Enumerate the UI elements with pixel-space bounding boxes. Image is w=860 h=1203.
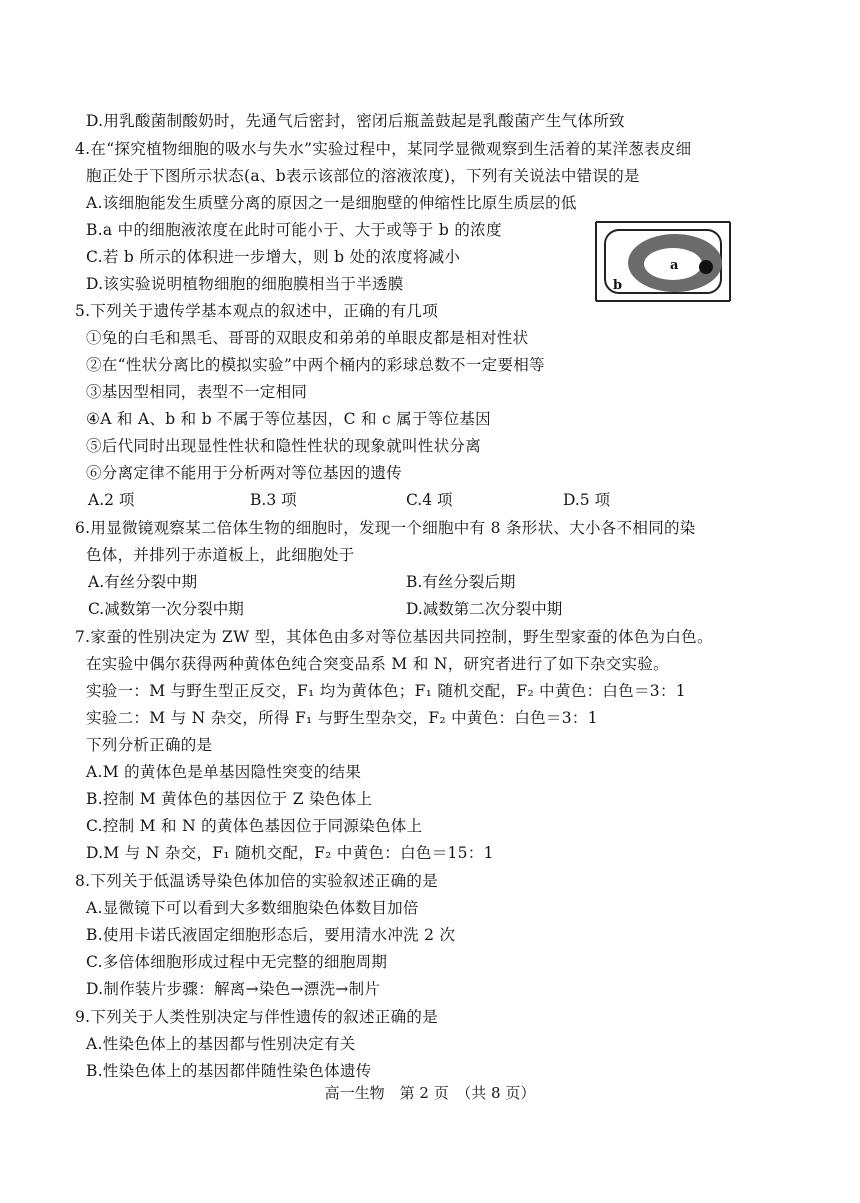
q5-option-a: A.2 项 bbox=[88, 491, 135, 509]
q5-option-b: B.3 项 bbox=[250, 491, 297, 509]
q3-option-d: D.用乳酸菌制酸奶时，先通气后密封，密闭后瓶盖鼓起是乳酸菌产生气体所致 bbox=[86, 112, 625, 130]
nucleus bbox=[699, 260, 713, 274]
q5-statement-4: ④A 和 A、b 和 b 不属于等位基因，C 和 c 属于等位基因 bbox=[86, 410, 491, 428]
q6-option-d: D.减数第二次分裂中期 bbox=[406, 600, 563, 618]
q6-stem-line1: 6.用显微镜观察某二倍体生物的细胞时，发现一个细胞中有 8 条形状、大小各不相同的染 bbox=[75, 519, 696, 537]
q5-option-d: D.5 项 bbox=[563, 491, 611, 509]
page-footer: 高一生物 第 2 页 （共 8 页） bbox=[324, 1084, 536, 1102]
q7-experiment-2: 实验二：M 与 N 杂交，所得 F₁ 与野生型杂交，F₂ 中黄色：白色＝3：1 bbox=[86, 709, 598, 727]
q8-stem: 8.下列关于低温诱导染色体加倍的实验叙述正确的是 bbox=[75, 872, 438, 890]
q9-option-a: A.性染色体上的基因都与性别决定有关 bbox=[86, 1035, 356, 1053]
q5-statement-2: ②在“性状分离比的模拟实验”中两个桶内的彩球总数不一定要相等 bbox=[86, 356, 545, 374]
q8-option-d: D.制作装片步骤：解离→染色→漂洗→制片 bbox=[86, 980, 381, 998]
q9-option-b: B.性染色体上的基因都伴随性染色体遗传 bbox=[86, 1062, 372, 1080]
q6-option-a: A.有丝分裂中期 bbox=[88, 573, 198, 591]
label-a: a bbox=[670, 258, 679, 273]
q6-stem-line2: 色体，并排列于赤道板上，此细胞处于 bbox=[86, 546, 355, 564]
q4-option-b: B.a 中的细胞液浓度在此时可能小于、大于或等于 b 的浓度 bbox=[86, 221, 502, 239]
q7-option-b: B.控制 M 黄体色的基因位于 Z 染色体上 bbox=[86, 790, 373, 808]
q7-option-c: C.控制 M 和 N 的黄体色基因位于同源染色体上 bbox=[86, 817, 423, 835]
q6-option-c: C.减数第一次分裂中期 bbox=[88, 600, 244, 618]
q7-experiment-1: 实验一：M 与野生型正反交，F₁ 均为黄体色；F₁ 随机交配，F₂ 中黄色：白色＝3：1 bbox=[86, 682, 686, 700]
q5-statement-1: ①兔的白毛和黑毛、哥哥的双眼皮和弟弟的单眼皮都是相对性状 bbox=[86, 329, 529, 347]
label-b: b bbox=[613, 278, 623, 293]
q7-question: 下列分析正确的是 bbox=[86, 736, 213, 754]
q8-option-b: B.使用卡诺氏液固定细胞形态后，要用清水冲洗 2 次 bbox=[86, 926, 456, 944]
q7-stem-line2: 在实验中偶尔获得两种黄体色纯合突变品系 M 和 N，研究者进行了如下杂交实验。 bbox=[86, 655, 669, 673]
q7-option-a: A.M 的黄体色是单基因隐性突变的结果 bbox=[86, 763, 362, 781]
q4-option-a: A.该细胞能发生质壁分离的原因之一是细胞壁的伸缩性比原生质层的低 bbox=[86, 194, 577, 212]
q7-stem-line1: 7.家蚕的性别决定为 ZW 型，其体色由多对等位基因共同控制，野生型家蚕的体色为白色。 bbox=[75, 628, 713, 646]
q4-stem-line2: 胞正处于下图所示状态(a、b表示该部位的溶液浓度)，下列有关说法中错误的是 bbox=[86, 167, 640, 185]
q7-option-d: D.M 与 N 杂交，F₁ 随机交配，F₂ 中黄色：白色＝15：1 bbox=[86, 844, 494, 862]
q6-option-b: B.有丝分裂后期 bbox=[406, 573, 516, 591]
q5-option-c: C.4 项 bbox=[406, 491, 453, 509]
q4-option-d: D.该实验说明植物细胞的细胞膜相当于半透膜 bbox=[86, 275, 404, 293]
q5-stem: 5.下列关于遗传学基本观点的叙述中，正确的有几项 bbox=[75, 302, 438, 320]
q5-statement-5: ⑤后代同时出现显性性状和隐性性状的现象就叫性状分离 bbox=[86, 437, 482, 455]
q5-statement-6: ⑥分离定律不能用于分析两对等位基因的遗传 bbox=[86, 464, 403, 482]
q4-stem-line1: 4.在“探究植物细胞的吸水与失水”实验过程中，某同学显微观察到生活着的某洋葱表皮细 bbox=[75, 140, 692, 158]
q8-option-a: A.显微镜下可以看到大多数细胞染色体数目加倍 bbox=[86, 899, 419, 917]
q9-stem: 9.下列关于人类性别决定与伴性遗传的叙述正确的是 bbox=[75, 1008, 438, 1026]
plant-cell-figure bbox=[593, 219, 733, 304]
q4-option-c: C.若 b 所示的体积进一步增大，则 b 处的浓度将减小 bbox=[86, 248, 461, 266]
q5-statement-3: ③基因型相同，表型不一定相同 bbox=[86, 383, 308, 401]
q8-option-c: C.多倍体细胞形成过程中无完整的细胞周期 bbox=[86, 953, 388, 971]
